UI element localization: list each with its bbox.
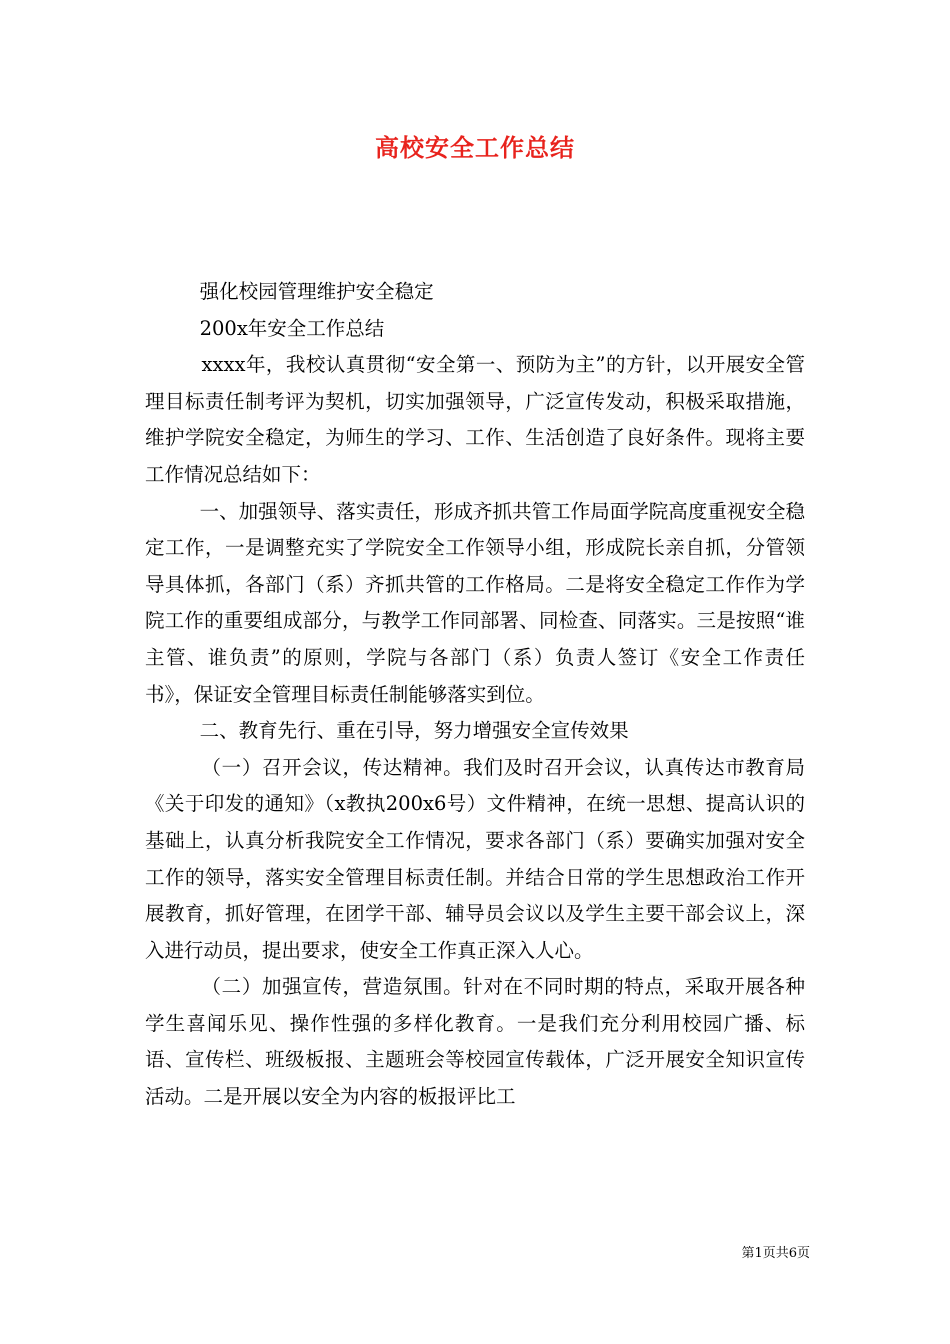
paragraph-section-2-item-2: （二）加强宣传，营造氛围。针对在不同时期的特点，采取开展各种学生喜闻乐见、操作性强的多样化教育。一是我们充分利用校园广播、标语、宣传栏、班级板报、主题班会等校园宣传载体，广泛开展安全知识宣传活动。二是开展以安全为内容的板报评比工 [145, 975, 805, 1109]
paragraph-section-1: 一、加强领导、落实责任，形成齐抓共管工作局面学院高度重视安全稳定工作，一是调整充实了学院安全工作领导小组，形成院长亲自抓，分管领导具体抓，各部门（系）齐抓共管的工作格局。二是将安全稳定工作作为学院工作的重要组成部分，与教学工作同部署、同检查、同落实。三是按照“谁主管、谁负责”的原则，学院与各部门（系）负责人签订《安全工作责任书》，保证安全管理目标责任制能够落实到位。 [145, 499, 805, 706]
document-title: 高校安全工作总结 [375, 133, 575, 162]
page-number: 第1页共6页 [741, 1246, 810, 1261]
paragraph-section-2-heading: 二、教育先行、重在引导，努力增强安全宣传效果 [199, 719, 629, 743]
paragraph-subtitle-1: 强化校园管理维护安全稳定 [199, 280, 434, 303]
paragraph-intro: xxxx年，我校认真贯彻“安全第一、预防为主”的方针，以开展安全管理目标责任制考评为契机，切实加强领导，广泛宣传发动，积极采取措施，维护学院安全稳定，为师生的学习、工作、生活创造了良好条件。现将主要工作情况总结如下： [145, 353, 805, 486]
document-body [145, 274, 805, 1116]
paragraph-subtitle-2: 200x年安全工作总结 [199, 316, 385, 340]
paragraph-section-2-item-1: （一）召开会议，传达精神。我们及时召开会议，认真传达市教育局《关于印发的通知》（x教执200x6号）文件精神，在统一思想、提高认识的基础上，认真分析我院安全工作情况，要求各部门（系）要确实加强对安全工作的领导，落实安全管理目标责任制。并结合日常的学生思想政治工作开展教育，抓好管理，在团学干部、辅导员会议以及学生主要干部会议上，深入进行动员，提出要求，使安全工作真正深入人心。 [145, 755, 805, 962]
